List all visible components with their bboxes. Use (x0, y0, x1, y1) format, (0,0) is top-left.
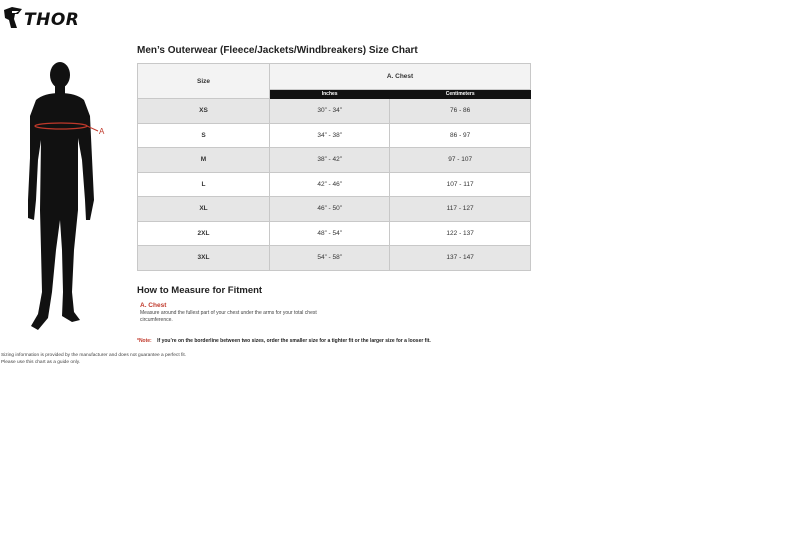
chest-measure-description: Measure around the fullest part of your chest under the arms for your total chest circumference. (140, 310, 317, 323)
inches-cell: 48” - 54” (270, 221, 390, 246)
measure-section-title: How to Measure for Fitment (137, 285, 263, 296)
inches-column-header: Inches (270, 89, 390, 98)
thor-logo[interactable] (2, 6, 84, 32)
size-cell: 3XL (138, 246, 270, 271)
centimeters-column-header: Centimeters (390, 89, 531, 98)
centimeters-cell: 76 - 86 (390, 99, 531, 124)
chest-marker-label: A (99, 127, 105, 136)
table-row (138, 197, 531, 222)
inches-cell: 30” - 34” (270, 99, 390, 124)
body-silhouette-figure (14, 60, 114, 335)
chest-group-header: A. Chest (270, 64, 531, 90)
centimeters-cell: 97 - 107 (390, 148, 531, 173)
table-row (138, 221, 531, 246)
size-chart-table (137, 63, 531, 271)
table-row (138, 148, 531, 173)
centimeters-cell: 107 - 117 (390, 172, 531, 197)
note-label: *Note: (137, 338, 152, 344)
centimeters-cell: 117 - 127 (390, 197, 531, 222)
inches-cell: 46” - 50” (270, 197, 390, 222)
disclaimer-line: Please use this chart as a guide only. (1, 359, 81, 365)
disclaimer-line: Sizing information is provided by the manufacturer and does not guarantee a perfect fit. (1, 353, 187, 358)
size-cell: 2XL (138, 221, 270, 246)
table-row (138, 246, 531, 271)
table-row (138, 123, 531, 148)
inches-cell: 34” - 38” (270, 123, 390, 148)
inches-cell: 54” - 58” (270, 246, 390, 271)
centimeters-cell: 137 - 147 (390, 246, 531, 271)
table-row (138, 99, 531, 124)
size-cell: M (138, 148, 270, 173)
inches-cell: 38” - 42” (270, 148, 390, 173)
table-row (138, 172, 531, 197)
centimeters-cell: 122 - 137 (390, 221, 531, 246)
helmet-icon (2, 6, 24, 30)
chart-title: Men’s Outerwear (Fleece/Jackets/Windbreakers) Size Chart (137, 45, 418, 56)
logo-text: THOR (24, 10, 80, 30)
size-cell: XL (138, 197, 270, 222)
note-text: If you’re on the borderline between two sizes, order the smaller size for a tighter fit or the larger size for a looser fit. (157, 338, 431, 344)
inches-cell: 42” - 46” (270, 172, 390, 197)
chest-measure-label: A. Chest (140, 302, 167, 309)
size-cell: S (138, 123, 270, 148)
sizing-note (137, 338, 431, 344)
size-column-header: Size (138, 64, 270, 99)
size-cell: XS (138, 99, 270, 124)
size-cell: L (138, 172, 270, 197)
sizing-disclaimer (1, 353, 221, 366)
centimeters-cell: 86 - 97 (390, 123, 531, 148)
